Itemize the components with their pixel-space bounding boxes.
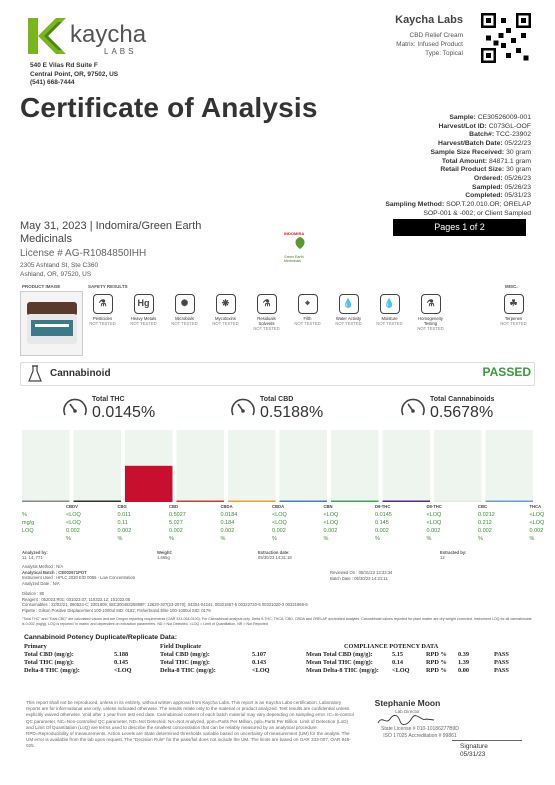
detail-key: Sampled: (472, 183, 503, 191)
detail-row (385, 184, 531, 193)
detail-value: SOP-001 & -002; or Client Sampled (423, 209, 531, 217)
safety-test-label: Moisture (381, 316, 398, 321)
cannabinoid-title: Cannabinoid (50, 368, 111, 379)
bar-baseline (331, 501, 379, 503)
extraction-date: Extraction date: 05/30/23 14:31:18 (258, 550, 292, 560)
dup-row (24, 651, 524, 659)
safety-test-7 (373, 294, 406, 326)
bar-cbd (125, 466, 173, 502)
microbial-icon: ✺ (175, 294, 195, 314)
bar-track (228, 430, 276, 502)
detail-value: SOP.T.20.010.OR; ORELAP (446, 201, 531, 209)
terpenes-icon: ☘ (504, 294, 524, 314)
label-product-image: PRODUCT IMAGE (22, 284, 61, 289)
bar-baseline (22, 501, 70, 503)
analyzed-by: Analyzed by: 11, 14, 771 (22, 550, 48, 560)
safety-test-status: NOT TESTED (89, 321, 116, 326)
total-label: Total THC (92, 396, 125, 403)
signature-label: Signature (460, 743, 488, 750)
table-cell: 0.5027 (169, 512, 186, 518)
logo-word: kaycha (70, 21, 147, 48)
bar-baseline (280, 501, 328, 503)
rpd-label: RPD % (426, 667, 447, 674)
bar-track (434, 430, 482, 502)
column-header: THCA (529, 504, 542, 509)
table-cell: % (529, 536, 535, 542)
client-address-line2: Ashland, OR, 97520, US (20, 270, 92, 278)
partner-logos (284, 231, 320, 265)
table-cell: 0.011 (117, 512, 131, 518)
reagent-details: Dilution : 80 Reagent : 052023.R01; 031023.07; 110322.12; 101022.05 Consumables : 22/02/21; 060523-C; 2301809; 58C30048325858F; 12620-307(23-2070); 04304-04241; 00321867-5 00322720-5 00321020-3 00321868-5 Pipette : Gilson Positive Displacement 100-1000ul SID: 0182; Fisherbrand Elite 100-1000ul SID: 0179 (22, 591, 308, 613)
comp-label: Mean Total THC (mg/g): (306, 659, 373, 666)
detail-value: 05/26/23 (504, 174, 531, 182)
comp-label: Mean Total CBD (mg/g): (306, 651, 373, 658)
safety-test-status: NOT TESTED (294, 321, 321, 326)
table-cell: <LOQ (529, 520, 545, 526)
safety-test-8 (414, 294, 447, 331)
table-cell: % (66, 536, 71, 542)
qr-code[interactable] (481, 13, 531, 63)
detail-row (385, 131, 531, 140)
client-license: License # AG-R1084850IHH (20, 248, 147, 259)
detail-key: Sampling Method: (385, 201, 445, 209)
safety-test-label: Pesticides (92, 316, 113, 321)
dup-row (24, 667, 524, 675)
heavy-metals-icon: Hg (134, 294, 154, 314)
flask-icon (28, 365, 42, 388)
comp-value: <LOQ (392, 667, 410, 674)
leaf-icon (292, 236, 308, 250)
total-value: 0.5678% (430, 404, 494, 421)
product-name: CBD Relief Cream (409, 32, 463, 39)
dup-value: 5.188 (114, 651, 129, 658)
product-type: Type: Topical (425, 50, 463, 57)
row-label: % (22, 512, 27, 518)
page-title: Certificate of Analysis (20, 92, 318, 123)
dup-label: Delta-8 THC (mg/g): (160, 667, 216, 674)
column-header: CBN (323, 504, 333, 509)
lab-address-line1: 540 E Vilas Rd Suite F (30, 62, 98, 69)
table-cell: 0.002 (272, 528, 286, 534)
pass-status: PASS (494, 651, 509, 658)
table-cell: % (169, 536, 174, 542)
detail-value: TCC-23902 (495, 131, 531, 139)
table-cell: 0.002 (426, 528, 441, 534)
label-safety-results: SAFETY RESULTS (88, 284, 128, 289)
table-cell: 0.002 (375, 528, 389, 534)
table-row (20, 528, 544, 536)
safety-test-5 (291, 294, 324, 326)
compliance-header: COMPLIANCE POTENCY DATA (344, 643, 439, 650)
logo-sub: LABS (104, 47, 137, 56)
detail-row (385, 201, 531, 210)
safety-test-label: Filth (303, 316, 312, 321)
spray-bottle-icon: ⚗ (93, 294, 113, 314)
pass-status: PASS (494, 659, 509, 666)
moisture-icon: 💧 (380, 294, 400, 314)
row-label: LOQ (22, 528, 34, 534)
total-label: Total CBD (260, 396, 294, 403)
detail-row (385, 158, 531, 167)
product-matrix: Matrix: Infused Product (396, 41, 463, 48)
cannabinoid-bar-chart (20, 430, 535, 502)
state-license: State License # 010-10186277B9D ISO 17025 Accreditation # 99861 (381, 726, 459, 739)
footnote: "Total THC" and "Total CBD" are calculated values and are Oregon reporting requirements (OAR 333-064-0100). For Cannabinoid analysis only, Delta 9-THC, THCA, CBD, CBDA and ORELAP accredited analytes. Cannabinoid values reported for plant matter are dry weight corrected. Instrument LOQ for all cannabinoids is 0.002 (mg/g). LOQ is reported 'in matrix' and dependent on extraction parameters. ND = Not Detected, <LOQ = Limit of Quantitation, NR = Not Reported (22, 617, 532, 626)
table-cell: 0.002 (66, 528, 80, 534)
kaycha-logo (26, 14, 176, 58)
detail-value: 05/26/23 (504, 183, 531, 191)
table-cell: 0.002 (169, 528, 183, 534)
disclaimer: This report shall not be reproduced, unless in its entirety, without written approval from Kaycha Labs. This report is an Kaycha Labs certification. Laboratory reports are for informational use only, unless indicated otherwise. The results relate only to the material or product analyzed. Test results are confidential unless explicitly waived otherwise. Void after 1 year from test end date. Cannabinoid content of each batch material may vary depending on sampling error. IC=In-control QC parameter, NC=Non-controlled QC parameter, ND=Not Detected, NA=Not Analyzed, ppm=Parts Per Million, ppb=Parts Per Billion. Limit of Detection (LoD) and Limit Of Quantitation (LoQ) are terms used to describe the smallest concentration that can be reliably measured by an analytical procedure. RPD=Reproducibility of measurements. Action Levels are State determined thresholds variable based on uncertainty of measurement (UM) for the analyte. The UM error is available from the lab upon request. The "Decision Rule" for the pass/fail does not include the UM. The limits are based on OAR 333-007, OAR 845-025. (26, 700, 354, 749)
dup-value: 5.107 (252, 651, 267, 658)
table-row (20, 520, 545, 528)
detail-key: Harvest/Batch Date: (438, 140, 503, 148)
table-cell: % (272, 536, 277, 542)
column-header: D8-THC (426, 504, 442, 509)
table-cell: <LOQ (529, 512, 545, 518)
safety-test-status: NOT TESTED (376, 321, 403, 326)
table-cell: 0.002 (478, 528, 492, 534)
table-cell: 0.184 (220, 520, 235, 526)
client-address (20, 262, 98, 279)
weight: Weight: 1.665g (157, 550, 173, 560)
field-duplicate-header: Field Duplicate (160, 643, 202, 650)
safety-test-1 (127, 294, 160, 326)
bar-baseline (383, 501, 431, 503)
gauge-icon (230, 396, 258, 424)
table-cell: <LOQ (323, 512, 339, 518)
table-row (20, 512, 545, 520)
table-cell: 5.027 (169, 520, 183, 526)
detail-row (385, 175, 531, 184)
safety-test-label: Residuals Solvents (257, 316, 276, 326)
detail-row (385, 123, 531, 132)
safety-test-label: Terpenes (504, 316, 523, 321)
column-header: CBG (117, 504, 127, 509)
table-cell: 0.0184 (220, 512, 238, 518)
lab-name: Kaycha Labs (395, 14, 463, 26)
safety-test-9 (497, 294, 530, 326)
dup-label: Total THC (mg/g): (160, 659, 211, 666)
duplicate-table (24, 643, 524, 675)
bar-track (383, 430, 431, 502)
detail-row (385, 166, 531, 175)
dup-label: Total THC (mg/g): (24, 659, 75, 666)
bar-track (74, 430, 122, 502)
table-cell: <LOQ (272, 520, 287, 526)
table-header (20, 504, 542, 512)
filth-icon: ⌖ (298, 294, 318, 314)
table-cell: <LOQ (323, 520, 339, 526)
flask-icon: ⚗ (257, 294, 277, 314)
column-header: CBDA (272, 504, 285, 509)
gauge-icon (400, 396, 428, 424)
bar-track (22, 430, 70, 502)
safety-test-label: Water Activity (335, 316, 362, 321)
table-cell: % (426, 536, 432, 542)
detail-row (385, 192, 531, 201)
table-cell: % (117, 536, 123, 542)
detail-key: Harvest/Lot ID: (438, 122, 487, 130)
safety-test-label: Heavy Metals (130, 316, 157, 321)
rpd-value: 1.39 (458, 659, 470, 666)
signer-title: Lab Director (395, 709, 420, 714)
safety-test-status: NOT TESTED (171, 321, 198, 326)
extracted-by: Extracted by: 12 (440, 550, 467, 560)
table-cell: 0.002 (529, 528, 544, 534)
bar-track (331, 430, 379, 502)
water-drop-icon: 💧 (339, 294, 359, 314)
detail-key: Ordered: (473, 174, 503, 182)
comp-value: 5.15 (392, 651, 404, 658)
table-cell: % (220, 536, 226, 542)
table-cell: <LOQ (66, 512, 81, 518)
safety-test-6 (332, 294, 365, 326)
primary-header: Primary (24, 643, 47, 650)
total-value: 0.5188% (260, 404, 324, 421)
column-header: CBD (169, 504, 179, 509)
detail-value: C073GL-OOF (488, 122, 531, 130)
detail-value: 30 gram (506, 148, 531, 156)
label-misc: MISC. (505, 284, 518, 289)
safety-test-label: Mycotoxins (215, 316, 236, 321)
detail-value: 30 gram (506, 166, 531, 174)
table-cell: % (478, 536, 483, 542)
dup-value: <LOQ (252, 667, 270, 674)
pass-status: PASS (494, 667, 509, 674)
status-badge: PASSED (482, 365, 531, 379)
safety-test-status: NOT TESTED (253, 326, 280, 331)
safety-test-4 (250, 294, 283, 331)
detail-key: Sample: (449, 114, 476, 121)
bar-track (280, 430, 328, 502)
sample-details (385, 114, 531, 218)
detail-value: 84871.1 gram (489, 157, 531, 165)
bar-baseline (125, 501, 173, 503)
detail-row (385, 114, 531, 123)
table-cell: <LOQ (66, 520, 81, 526)
safety-test-status: NOT TESTED (335, 321, 362, 326)
homogeneity-icon: ⚗ (421, 294, 441, 314)
gauge-icon (62, 396, 90, 424)
rpd-label: RPD % (426, 659, 447, 666)
detail-key: Completed: (465, 192, 503, 200)
table-cell: 0.002 (220, 528, 235, 534)
rpd-label: RPD % (426, 651, 447, 658)
safety-test-label: Homogeneity Testing (418, 316, 443, 326)
detail-key: Total Amount: (441, 157, 488, 165)
column-header: CBC (478, 504, 488, 509)
safety-test-status: NOT TESTED (500, 321, 527, 326)
dup-row (24, 659, 524, 667)
bar-baseline (486, 501, 534, 503)
comp-value: 0.14 (392, 659, 404, 666)
safety-test-status: NOT TESTED (130, 321, 157, 326)
dup-label: Total CBD (mg/g): (160, 651, 210, 658)
total-label: Total Cannabinoids (430, 396, 495, 403)
detail-value: 05/31/23 (504, 192, 531, 200)
signer-name: Stephanie Moon (374, 698, 441, 708)
detail-value: CE30526009-001 (477, 114, 531, 121)
dup-value: 0.143 (252, 659, 267, 666)
detail-row (385, 140, 531, 149)
dup-value: <LOQ (114, 667, 132, 674)
cannabinoid-results-table (20, 504, 545, 544)
bar-baseline (177, 501, 225, 503)
detail-key: Retail Product Size: (440, 166, 505, 174)
comp-label: Mean Delta-8 THC (mg/g): (306, 667, 379, 674)
column-header: D9-THC (375, 504, 391, 509)
column-header: CBDA (220, 504, 233, 509)
detail-value: 05/22/23 (504, 140, 531, 148)
dup-label: Delta-8 THC (mg/g): (24, 667, 80, 674)
table-cell: <LOQ (426, 512, 442, 518)
table-cell: 0.002 (323, 528, 338, 534)
page-indicator: Pages 1 of 2 (393, 219, 526, 236)
safety-test-0 (86, 294, 119, 326)
safety-test-status: NOT TESTED (417, 326, 444, 331)
table-cell: <LOQ (426, 520, 442, 526)
detail-row (385, 149, 531, 158)
table-cell: % (323, 536, 329, 542)
client-date-line: May 31, 2023 | Indomira/Green Earth Medicinals (20, 220, 202, 245)
table-row (20, 536, 535, 544)
signature-date: 05/31/23 (460, 751, 486, 758)
safety-test-2 (168, 294, 201, 326)
client-address-line1: 2305 Ashland St, Ste C360 (20, 262, 99, 269)
analysis-details: Analysis Method : N/A Analytical Batch : CE002671POT Instrument Used : HPLC 2020 E/D 0055 - Low Concentration Analyzed Date : N/A (22, 564, 136, 586)
lab-phone: (541) 668-7444 (30, 79, 75, 86)
table-cell: 0.212 (478, 520, 492, 526)
bar-track (486, 430, 534, 502)
rpd-value: 0.00 (458, 667, 470, 674)
lab-address-line2: Central Point, OR, 97502, US (30, 70, 119, 78)
table-cell: 0.002 (117, 528, 132, 534)
safety-test-label: Microbials (175, 316, 194, 321)
signature-line (452, 740, 522, 741)
safety-test-status: NOT TESTED (212, 321, 239, 326)
bar-baseline (74, 501, 122, 503)
mycotoxin-icon: ❋ (216, 294, 236, 314)
table-cell: 0.0145 (375, 512, 392, 518)
total-value: 0.0145% (92, 404, 156, 421)
product-image (20, 291, 83, 356)
signature-block (460, 743, 488, 759)
table-cell: 0.145 (375, 520, 389, 526)
rpd-value: 0.39 (458, 651, 470, 658)
partner-logo-indomira: INDOMIRA (284, 231, 305, 236)
table-cell: <LOQ (272, 512, 287, 518)
detail-key: Sample Size Received: (430, 148, 505, 156)
column-header: CBDV (66, 504, 78, 509)
detail-key: Batch#: (469, 131, 495, 139)
dup-value: 0.145 (114, 659, 129, 666)
dup-header-row (24, 643, 524, 651)
lab-address (30, 62, 118, 88)
partner-logo-green-earth: Green Earth Medicinals (284, 255, 304, 263)
table-cell: 0.11 (117, 520, 128, 526)
table-cell: 0.0212 (478, 512, 495, 518)
review-details: Reviewed On : 05/31/23 13:33:34 Batch Date : 05/30/23 14:31:11 (330, 570, 393, 581)
bar-track (177, 430, 225, 502)
safety-test-3 (209, 294, 242, 326)
detail-row (385, 210, 531, 219)
row-label: mg/g (22, 520, 35, 526)
table-cell: % (375, 536, 380, 542)
duplicate-title: Cannabinoid Potency Duplicate/Replicate Data: (24, 634, 177, 641)
bar-baseline (228, 501, 276, 503)
dup-label: Total CBD (mg/g): (24, 651, 74, 658)
product-header (395, 14, 463, 58)
bar-baseline (434, 501, 482, 503)
